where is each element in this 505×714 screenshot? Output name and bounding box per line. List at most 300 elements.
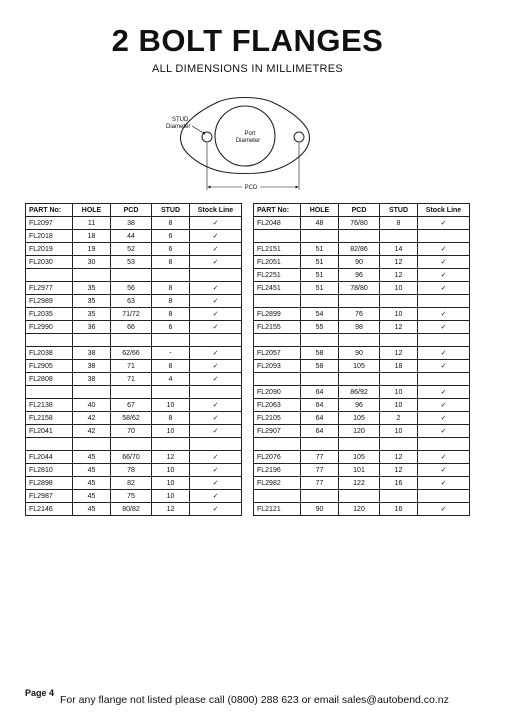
stud-cell [152, 269, 190, 282]
stock-line-cell: ✓ [190, 256, 242, 269]
hole-cell: 55 [301, 321, 339, 334]
pcd-cell: 96 [339, 399, 380, 412]
stock-line-cell [418, 334, 470, 347]
table-row [26, 321, 242, 334]
part-no-cell [254, 490, 301, 503]
table-row [254, 308, 470, 321]
stud-cell: 12 [380, 347, 418, 360]
hole-cell: 77 [301, 451, 339, 464]
stud-cell: 10 [380, 425, 418, 438]
table-row [26, 503, 242, 516]
table-row [26, 282, 242, 295]
pcd-cell: 44 [111, 230, 152, 243]
stud-cell [380, 438, 418, 451]
hole-cell: 51 [301, 256, 339, 269]
part-no-cell: FL2251 [254, 269, 301, 282]
stock-line-cell [418, 295, 470, 308]
header-hole: HOLE [73, 204, 111, 217]
pcd-cell [339, 373, 380, 386]
pcd-cell: 82/86 [339, 243, 380, 256]
hole-cell [301, 438, 339, 451]
hole-cell: 58 [301, 347, 339, 360]
table-row [254, 347, 470, 360]
stud-cell: 12 [380, 464, 418, 477]
header-stud: STUD [152, 204, 190, 217]
part-no-cell: FL2090 [254, 386, 301, 399]
table-row [254, 321, 470, 334]
hole-cell [301, 230, 339, 243]
stud-cell: 16 [380, 503, 418, 516]
part-no-cell: FL2076 [254, 451, 301, 464]
stock-line-cell: ✓ [190, 425, 242, 438]
table-row [254, 243, 470, 256]
stud-cell: 14 [380, 243, 418, 256]
table-row [26, 373, 242, 386]
hole-cell: 30 [73, 256, 111, 269]
hole-cell: 45 [73, 503, 111, 516]
table-row [26, 464, 242, 477]
part-no-cell: FL2451 [254, 282, 301, 295]
part-no-cell: FL2196 [254, 464, 301, 477]
header-stud: STUD [380, 204, 418, 217]
page-subtitle: ALL DIMENSIONS IN MILLIMETRES [151, 63, 344, 75]
table-row [26, 412, 242, 425]
hole-cell [73, 334, 111, 347]
contact-note: For any flange not listed please call (0800) 288 623 or email sales@autobend.co.nz [60, 694, 449, 706]
stock-line-cell: ✓ [418, 477, 470, 490]
hole-cell: 19 [73, 243, 111, 256]
stud-cell: 12 [380, 256, 418, 269]
part-no-cell [26, 334, 73, 347]
stock-line-cell: ✓ [190, 464, 242, 477]
stock-line-cell: ✓ [190, 308, 242, 321]
hole-cell: 64 [301, 386, 339, 399]
part-no-cell: FL2051 [254, 256, 301, 269]
stud-cell: 18 [380, 360, 418, 373]
table-row [26, 308, 242, 321]
flange-diagram [160, 94, 330, 194]
hole-cell: 51 [301, 282, 339, 295]
table-row [254, 490, 470, 503]
table-row [254, 425, 470, 438]
pcd-cell: 71 [111, 373, 152, 386]
part-no-cell: FL2808 [26, 373, 73, 386]
hole-cell: 48 [301, 217, 339, 230]
stock-line-cell: ✓ [418, 451, 470, 464]
pcd-cell: 53 [111, 256, 152, 269]
stock-line-cell: ✓ [418, 399, 470, 412]
hole-cell [73, 438, 111, 451]
pcd-cell: 80/82 [111, 503, 152, 516]
page-title: 2 BOLT FLANGES [111, 23, 384, 58]
part-no-cell [254, 373, 301, 386]
stock-line-cell [418, 438, 470, 451]
stud-cell [152, 386, 190, 399]
hole-cell: 58 [301, 360, 339, 373]
part-no-cell: FL2035 [26, 308, 73, 321]
stud-cell: 6 [152, 243, 190, 256]
part-no-cell [254, 334, 301, 347]
part-no-cell: FL2019 [26, 243, 73, 256]
part-no-cell: FL2038 [26, 347, 73, 360]
hole-cell: 64 [301, 399, 339, 412]
pcd-cell: 66 [111, 321, 152, 334]
table-row [254, 230, 470, 243]
stud-cell: 10 [380, 399, 418, 412]
header-part-no: PART No: [26, 204, 73, 217]
part-no-cell [254, 295, 301, 308]
table-row [254, 373, 470, 386]
stock-line-cell: ✓ [190, 399, 242, 412]
part-no-cell: FL2151 [254, 243, 301, 256]
port-label-line1: Port [244, 131, 256, 137]
stud-cell: 8 [152, 412, 190, 425]
table-row [26, 230, 242, 243]
hole-cell [301, 295, 339, 308]
pcd-cell [339, 334, 380, 347]
flange-table-left [25, 203, 242, 516]
table-row [26, 360, 242, 373]
table-row [254, 295, 470, 308]
stud-hole-right [294, 132, 304, 142]
table-row [26, 386, 242, 399]
part-no-cell: FL2899 [254, 308, 301, 321]
pcd-cell: 67 [111, 399, 152, 412]
hole-cell: 35 [73, 282, 111, 295]
hole-cell: 45 [73, 464, 111, 477]
pcd-cell: 90 [339, 256, 380, 269]
hole-cell: 38 [73, 360, 111, 373]
pcd-cell: 56 [111, 282, 152, 295]
table-row [26, 256, 242, 269]
stock-line-cell: ✓ [190, 217, 242, 230]
part-no-cell: FL2057 [254, 347, 301, 360]
stud-cell: 12 [380, 321, 418, 334]
table-row [254, 451, 470, 464]
table-row [254, 438, 470, 451]
stock-line-cell [418, 373, 470, 386]
table-header-row [254, 204, 470, 217]
hole-cell: 64 [301, 412, 339, 425]
table-row [254, 282, 470, 295]
stud-cell: 10 [152, 477, 190, 490]
stud-cell: 4 [152, 373, 190, 386]
stock-line-cell [418, 230, 470, 243]
hole-cell: 40 [73, 399, 111, 412]
stock-line-cell [190, 269, 242, 282]
stud-cell: 10 [380, 386, 418, 399]
stud-cell [380, 490, 418, 503]
hole-cell: 38 [73, 373, 111, 386]
header-pcd: PCD [339, 204, 380, 217]
stock-line-cell: ✓ [190, 243, 242, 256]
part-no-cell: FL2146 [26, 503, 73, 516]
part-no-cell: FL2987 [26, 490, 73, 503]
table-row [254, 503, 470, 516]
stock-line-cell: ✓ [418, 217, 470, 230]
stock-line-cell: ✓ [190, 282, 242, 295]
stock-line-cell: ✓ [190, 347, 242, 360]
stock-line-cell: ✓ [190, 477, 242, 490]
part-no-cell: FL2907 [254, 425, 301, 438]
stud-cell: 8 [152, 282, 190, 295]
table-row [26, 295, 242, 308]
pcd-cell: 63 [111, 295, 152, 308]
hole-cell: 45 [73, 451, 111, 464]
pcd-cell: 78/80 [339, 282, 380, 295]
pcd-cell: 76/80 [339, 217, 380, 230]
stud-cell: 10 [152, 425, 190, 438]
stock-line-cell: ✓ [418, 243, 470, 256]
stock-line-cell [190, 438, 242, 451]
port-label-line2: Diameter [235, 138, 261, 144]
part-no-cell: FL2041 [26, 425, 73, 438]
pcd-cell [111, 334, 152, 347]
pcd-cell [111, 386, 152, 399]
stock-line-cell: ✓ [418, 282, 470, 295]
pcd-cell [111, 438, 152, 451]
hole-cell: 51 [301, 243, 339, 256]
part-no-cell [26, 269, 73, 282]
hole-cell: 38 [73, 347, 111, 360]
pcd-cell [339, 490, 380, 503]
part-no-cell: FL2018 [26, 230, 73, 243]
stud-cell [380, 373, 418, 386]
part-no-cell: FL2810 [26, 464, 73, 477]
stud-cell: 10 [380, 308, 418, 321]
table-row [254, 399, 470, 412]
header-stock-line: Stock Line [190, 204, 242, 217]
stock-line-cell: ✓ [418, 464, 470, 477]
stud-cell: 8 [152, 217, 190, 230]
part-no-cell: FL2044 [26, 451, 73, 464]
part-no-cell: FL2905 [26, 360, 73, 373]
stock-line-cell: ✓ [418, 412, 470, 425]
stock-line-cell: ✓ [190, 230, 242, 243]
hole-cell [301, 373, 339, 386]
hole-cell: 45 [73, 490, 111, 503]
hole-cell [301, 334, 339, 347]
table-row [254, 334, 470, 347]
stud-cell [152, 438, 190, 451]
flange-table-right [253, 203, 470, 516]
table-row [26, 438, 242, 451]
pcd-label: PCD [244, 185, 258, 191]
table-row [26, 399, 242, 412]
hole-cell: 77 [301, 464, 339, 477]
pcd-cell: 105 [339, 360, 380, 373]
part-no-cell: FL2990 [26, 321, 73, 334]
stud-hole-left [202, 132, 212, 142]
stud-cell: 8 [380, 217, 418, 230]
stock-line-cell: ✓ [190, 412, 242, 425]
hole-cell: 42 [73, 425, 111, 438]
table-row [26, 477, 242, 490]
hole-cell: 54 [301, 308, 339, 321]
part-no-cell: FL2138 [26, 399, 73, 412]
stock-line-cell: ✓ [190, 451, 242, 464]
stock-line-cell: ✓ [190, 321, 242, 334]
table-row [254, 464, 470, 477]
pcd-cell: 120 [339, 425, 380, 438]
table-row [26, 269, 242, 282]
hole-cell: 18 [73, 230, 111, 243]
part-no-cell: FL2093 [254, 360, 301, 373]
header-pcd: PCD [111, 204, 152, 217]
pcd-cell: 71/72 [111, 308, 152, 321]
pcd-cell: 52 [111, 243, 152, 256]
table-row [254, 477, 470, 490]
header-stock-line: Stock Line [418, 204, 470, 217]
stud-cell: - [152, 347, 190, 360]
stud-cell [152, 334, 190, 347]
pcd-cell: 62/66 [111, 347, 152, 360]
hole-cell: 35 [73, 308, 111, 321]
stock-line-cell: ✓ [190, 490, 242, 503]
pcd-cell: 105 [339, 451, 380, 464]
part-no-cell [254, 230, 301, 243]
part-no-cell: FL2989 [26, 295, 73, 308]
part-no-cell [26, 386, 73, 399]
stock-line-cell: ✓ [418, 269, 470, 282]
table-row [254, 269, 470, 282]
stud-cell [380, 295, 418, 308]
table-row [26, 217, 242, 230]
stock-line-cell: ✓ [190, 503, 242, 516]
table-row [26, 451, 242, 464]
part-no-cell: FL2097 [26, 217, 73, 230]
hole-cell: 90 [301, 503, 339, 516]
pcd-cell: 86/92 [339, 386, 380, 399]
table-row [26, 334, 242, 347]
hole-cell: 36 [73, 321, 111, 334]
stud-cell [380, 334, 418, 347]
stud-cell: 6 [152, 321, 190, 334]
stud-cell: 10 [152, 464, 190, 477]
part-no-cell: FL2030 [26, 256, 73, 269]
hole-cell: 64 [301, 425, 339, 438]
part-no-cell: FL2898 [26, 477, 73, 490]
header-hole: HOLE [301, 204, 339, 217]
stock-line-cell: ✓ [190, 295, 242, 308]
hole-cell: 77 [301, 477, 339, 490]
pcd-cell [111, 269, 152, 282]
hole-cell: 35 [73, 295, 111, 308]
pcd-cell [339, 438, 380, 451]
stud-label-line1: STUD [172, 117, 189, 123]
pcd-cell: 66/70 [111, 451, 152, 464]
pcd-cell: 82 [111, 477, 152, 490]
part-no-cell: FL2105 [254, 412, 301, 425]
table-row [254, 217, 470, 230]
stock-line-cell: ✓ [418, 360, 470, 373]
pcd-cell: 122 [339, 477, 380, 490]
hole-cell: 45 [73, 477, 111, 490]
part-no-cell: FL2155 [254, 321, 301, 334]
pcd-cell [339, 230, 380, 243]
pcd-cell: 105 [339, 412, 380, 425]
pcd-cell: 58/62 [111, 412, 152, 425]
part-no-cell: FL2121 [254, 503, 301, 516]
stud-cell: 10 [152, 490, 190, 503]
pcd-cell: 75 [111, 490, 152, 503]
pcd-cell: 76 [339, 308, 380, 321]
pcd-cell: 71 [111, 360, 152, 373]
part-no-cell: FL2048 [254, 217, 301, 230]
stock-line-cell: ✓ [190, 360, 242, 373]
stock-line-cell: ✓ [418, 386, 470, 399]
hole-cell [73, 269, 111, 282]
table-row [254, 386, 470, 399]
stud-cell: 8 [152, 295, 190, 308]
stud-cell: 16 [380, 477, 418, 490]
stud-label-line2: Diameter [166, 124, 191, 130]
table-row [254, 256, 470, 269]
stud-cell: 2 [380, 412, 418, 425]
pcd-cell: 101 [339, 464, 380, 477]
stock-line-cell: ✓ [190, 373, 242, 386]
table-header-row [26, 204, 242, 217]
stud-cell: 10 [380, 282, 418, 295]
table-row [26, 347, 242, 360]
stud-cell: 12 [380, 269, 418, 282]
stud-cell: 12 [152, 451, 190, 464]
stock-line-cell: ✓ [418, 425, 470, 438]
stud-cell: 6 [152, 230, 190, 243]
hole-cell [301, 490, 339, 503]
header-part-no: PART No: [254, 204, 301, 217]
pcd-cell: 98 [339, 321, 380, 334]
pcd-cell: 90 [339, 347, 380, 360]
part-no-cell: FL2982 [254, 477, 301, 490]
table-row [254, 360, 470, 373]
pcd-cell: 120 [339, 503, 380, 516]
stud-cell [380, 230, 418, 243]
part-no-cell: FL2977 [26, 282, 73, 295]
stock-line-cell [190, 386, 242, 399]
hole-cell: 51 [301, 269, 339, 282]
part-no-cell [254, 438, 301, 451]
stock-line-cell [418, 490, 470, 503]
page-number: Page 4 [25, 688, 55, 698]
pcd-cell: 96 [339, 269, 380, 282]
stock-line-cell: ✓ [418, 308, 470, 321]
table-row [26, 243, 242, 256]
stud-cell: 12 [380, 451, 418, 464]
pcd-cell [339, 295, 380, 308]
pcd-cell: 38 [111, 217, 152, 230]
pcd-cell: 78 [111, 464, 152, 477]
part-no-cell: FL2063 [254, 399, 301, 412]
stud-cell: 12 [152, 503, 190, 516]
stock-line-cell [190, 334, 242, 347]
part-no-cell [26, 438, 73, 451]
stock-line-cell: ✓ [418, 503, 470, 516]
part-no-cell: FL2158 [26, 412, 73, 425]
pcd-cell: 70 [111, 425, 152, 438]
stud-cell: 10 [152, 399, 190, 412]
stock-line-cell: ✓ [418, 256, 470, 269]
table-row [254, 412, 470, 425]
stud-cell: 8 [152, 256, 190, 269]
hole-cell [73, 386, 111, 399]
table-row [26, 490, 242, 503]
hole-cell: 42 [73, 412, 111, 425]
table-row [26, 425, 242, 438]
stock-line-cell: ✓ [418, 347, 470, 360]
hole-cell: 11 [73, 217, 111, 230]
stud-cell: 8 [152, 360, 190, 373]
